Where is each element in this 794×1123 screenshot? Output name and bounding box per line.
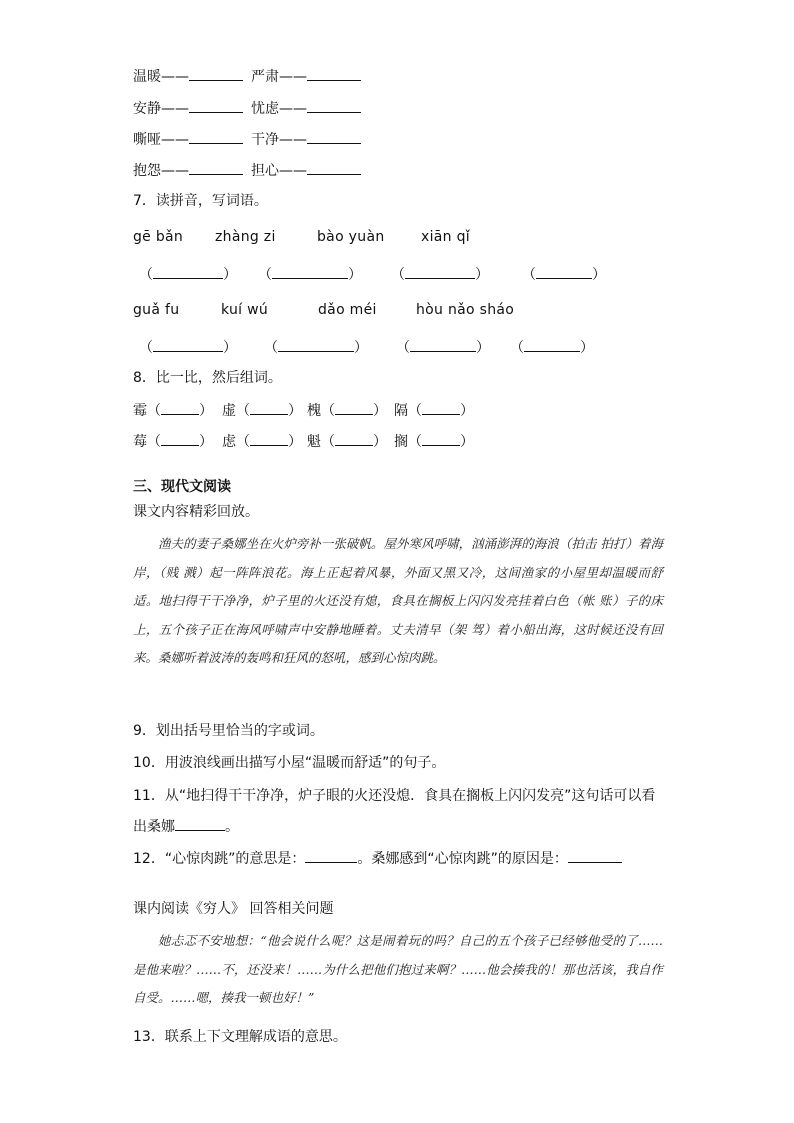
antonym-row bbox=[133, 129, 361, 150]
compare-char: 虚 bbox=[222, 403, 236, 419]
answer-blank[interactable] bbox=[307, 98, 361, 113]
section-title: 三、现代文阅读 bbox=[133, 479, 231, 495]
compare-item[interactable]: 虚（ ） bbox=[222, 403, 302, 419]
answer-bracket[interactable]: （ ） bbox=[510, 340, 594, 356]
pinyin: xiān qǐ bbox=[421, 229, 470, 245]
antonym-row bbox=[133, 98, 361, 119]
question-9: 9．划出括号里恰当的字或词。 bbox=[133, 723, 324, 739]
reading-passage-2: 她忐忑不安地想：“他会说什么呢？这是闹着玩的吗？自己的五个孩子已经够他受的了……是他来啦？……不，还没来！……为什么把他们抱过来啊？……他会揍我的！那也活该，我自作自受。……嗯，揍我一顿也好！” bbox=[133, 933, 663, 1005]
compare-item[interactable]: 搁（ ） bbox=[394, 434, 474, 450]
compare-char: 虑 bbox=[222, 434, 236, 450]
answer-bracket[interactable]: （ ） bbox=[139, 267, 237, 283]
question-11-cont bbox=[133, 816, 239, 836]
compare-item[interactable]: 槐（ ） bbox=[307, 403, 387, 419]
compare-char: 槐 bbox=[307, 403, 321, 419]
answer-bracket[interactable]: （ ） bbox=[522, 267, 606, 283]
question-13: 13．联系上下文理解成语的意思。 bbox=[133, 1029, 347, 1045]
antonym-word: 抱怨—— bbox=[133, 163, 189, 179]
pinyin: bào yuàn bbox=[317, 229, 385, 245]
q11-text: 出桑娜 bbox=[133, 819, 175, 835]
compare-item[interactable]: 霉（ ） bbox=[133, 403, 213, 419]
answer-blank[interactable] bbox=[568, 848, 622, 863]
answer-blank[interactable] bbox=[189, 66, 243, 81]
answer-blank[interactable] bbox=[189, 129, 243, 144]
antonym-word: 严肃—— bbox=[251, 69, 307, 85]
compare-char: 隔 bbox=[394, 403, 408, 419]
answer-blank[interactable] bbox=[305, 848, 357, 863]
question-8-title: 8．比一比，然后组词。 bbox=[133, 370, 282, 386]
pinyin: kuí wú bbox=[221, 302, 269, 318]
reading-intro-2: 课内阅读《穷人》 回答相关问题 bbox=[133, 901, 334, 917]
answer-bracket[interactable]: （ ） bbox=[258, 267, 362, 283]
antonym-row bbox=[133, 66, 361, 87]
antonym-word: 忧虑—— bbox=[251, 101, 307, 117]
antonym-word: 嘶哑—— bbox=[133, 132, 189, 148]
q12-text-b: 。桑娜感到“心惊肉跳”的原因是： bbox=[357, 851, 568, 867]
compare-char: 莓 bbox=[133, 434, 147, 450]
question-7-title: 7．读拼音，写词语。 bbox=[133, 193, 268, 209]
antonym-word: 安静—— bbox=[133, 101, 189, 117]
pinyin: hòu nǎo sháo bbox=[416, 302, 515, 318]
answer-bracket[interactable]: （ ） bbox=[391, 267, 489, 283]
question-10: 10．用波浪线画出描写小屋“温暖而舒适”的句子。 bbox=[133, 755, 446, 771]
pinyin: guǎ fu bbox=[133, 302, 180, 318]
pinyin: zhàng zi bbox=[215, 229, 276, 245]
answer-blank[interactable] bbox=[189, 160, 243, 175]
answer-blank[interactable] bbox=[175, 816, 225, 831]
reading-passage: 渔夫的妻子桑娜坐在火炉旁补一张破帆。屋外寒风呼啸，汹涌澎湃的海浪（拍击 拍打）着海岸，（贱 溅）起一阵阵浪花。海上正起着风暴，外面又黑又冷，这间渔家的小屋里却温暖而舒适。地扫得干干净净，炉子里的火还没有熄，食具在搁板上闪闪发亮挂着白色（帐 账）子的床上，五个孩子正在海风呼啸声中安静地睡着。丈夫清早（架 驾）着小船出海，这时候还没有回来。桑娜听着波涛的轰鸣和狂风的怒吼，感到心惊肉跳。 bbox=[133, 536, 663, 665]
antonym-word: 干净—— bbox=[251, 132, 307, 148]
antonym-word: 担心—— bbox=[251, 163, 307, 179]
compare-char: 霉 bbox=[133, 403, 147, 419]
antonym-row bbox=[133, 160, 361, 181]
pinyin: gē bǎn bbox=[133, 229, 184, 245]
answer-blank[interactable] bbox=[307, 129, 361, 144]
compare-item[interactable]: 虑（ ） bbox=[222, 434, 302, 450]
antonym-word: 温暖—— bbox=[133, 69, 189, 85]
q12-text-a: 12．“心惊肉跳”的意思是： bbox=[133, 851, 306, 867]
compare-item[interactable]: 莓（ ） bbox=[133, 434, 213, 450]
answer-blank[interactable] bbox=[307, 66, 361, 81]
reading-intro: 课文内容精彩回放。 bbox=[133, 504, 259, 520]
answer-blank[interactable] bbox=[307, 160, 361, 175]
question-11: 11．从“地扫得干干净净，炉子眼的火还没熄．食具在搁板上闪闪发亮”这句话可以看 bbox=[133, 788, 656, 804]
answer-bracket[interactable]: （ ） bbox=[396, 340, 490, 356]
answer-bracket[interactable]: （ ） bbox=[264, 340, 368, 356]
compare-char: 魁 bbox=[307, 434, 321, 450]
answer-bracket[interactable]: （ ） bbox=[139, 340, 237, 356]
compare-item[interactable]: 魁（ ） bbox=[307, 434, 387, 450]
compare-char: 搁 bbox=[394, 434, 408, 450]
answer-blank[interactable] bbox=[189, 98, 243, 113]
q11-end: 。 bbox=[225, 819, 239, 835]
question-12 bbox=[133, 848, 622, 868]
compare-item[interactable]: 隔（ ） bbox=[394, 403, 474, 419]
pinyin: dǎo méi bbox=[318, 302, 377, 318]
